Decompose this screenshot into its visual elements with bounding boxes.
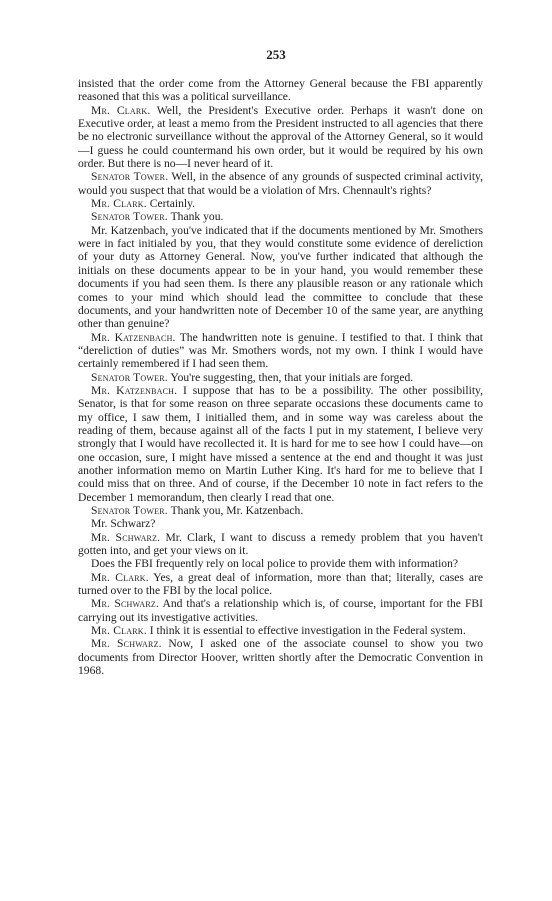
speaker-name: Mr. Clark.	[91, 103, 151, 117]
transcript-body	[78, 77, 483, 677]
speaker-name: Mr. Schwarz.	[91, 530, 161, 544]
speaker-name: Senator Tower.	[91, 210, 168, 224]
paragraph-text: Yes, a great deal of information, more than that; literally, cases are turned over to the FBI by the local police.	[78, 570, 483, 598]
paragraph-text: Mr. Clark, I want to discuss a remedy problem that you haven't gotten into, and get your views on it.	[78, 530, 484, 558]
transcript-paragraph	[78, 557, 483, 570]
transcript-paragraph	[78, 170, 483, 197]
page-number: 253	[266, 47, 286, 62]
transcript-paragraph	[78, 331, 483, 371]
paragraph-text: I suppose that has to be a possibility. The other possibility, Senator, is that for some reason on three separate occasions these documents came to my office, I saw them, I initialled them, and in some way was careless about the reading of them, because against all of the facts I put in my statement, I believe very strongly that I would have recollected it. It is hard for me to see how I could have—on one occasion, sure, I might have missed a sentence at the end and thought it was just another information memo on Martin Luther King. It's hard for me to believe that I could miss that on three. And of course, if the December 10 note in fact refers to the December 1 memorandum, then clearly I read that one.	[78, 383, 483, 504]
paragraph-text: You're suggesting, then, that your initials are forged.	[167, 370, 414, 384]
paragraph-text: insisted that the order come from the Attorney General because the FBI apparently reasoned that this was a political surveillance.	[78, 77, 483, 104]
transcript-paragraph	[78, 371, 483, 384]
transcript-paragraph	[78, 210, 483, 223]
speaker-name: Mr. Schwarz.	[91, 597, 160, 611]
transcript-paragraph	[78, 571, 483, 598]
speaker-name: Mr. Clark.	[91, 570, 149, 584]
speaker-name: Senator Tower.	[91, 170, 169, 184]
transcript-paragraph	[78, 597, 483, 624]
transcript-paragraph	[78, 77, 483, 104]
speaker-name: Mr. Clark.	[91, 197, 147, 211]
paragraph-text: Mr. Katzenbach, you've indicated that if the documents mentioned by Mr. Smothers were in fact initialed by you, that they would constitute some evidence of dereliction of your duty as Attorney General. Now, you've further indicated that although the initials on these documents appear to be in your hand, you would remember these documents if you had seen them. Is there any plausible reason or any rationale which comes to your mind which should lead the committee to conclude that these documents, and your handwritten note of December 10 of the same year, are anything other than genuine?	[78, 223, 483, 331]
paragraph-text: Well, the President's Executive order. Perhaps it wasn't done on Executive order, at least a memo from the President instructed to all agencies that there be no electronic surveillance without the approval of the Attorney General, so it would—I guess he could countermand his own order, but it would be required by his own order. But there is no—I never heard of it.	[78, 103, 483, 171]
speaker-name: Mr. Katzenbach.	[91, 383, 178, 397]
transcript-paragraph	[78, 197, 483, 210]
paragraph-text: I think it is essential to effective investigation in the Federal system.	[146, 624, 466, 638]
transcript-paragraph	[78, 104, 483, 171]
transcript-paragraph	[78, 517, 483, 530]
paragraph-text: Thank you.	[167, 210, 224, 224]
paragraph-text: And that's a relationship which is, of course, important for the FBI carrying out its investigative activities.	[78, 597, 483, 624]
paragraph-text: Mr. Schwarz?	[91, 517, 156, 531]
paragraph-text: Well, in the absence of any grounds of suspected criminal activity, would you suspect that that would be a violation of Mrs. Chennault's rights?	[78, 170, 483, 197]
speaker-name: Senator Tower.	[91, 370, 168, 384]
paragraph-text: Does the FBI frequently rely on local police to provide them with information?	[91, 557, 459, 571]
speaker-name: Mr. Schwarz.	[91, 637, 162, 651]
speaker-name: Senator Tower.	[91, 504, 168, 517]
transcript-paragraph	[78, 384, 483, 504]
paragraph-text: Thank you, Mr. Katzenbach.	[167, 504, 304, 517]
transcript-paragraph	[78, 637, 483, 677]
speaker-name: Mr. Clark.	[91, 624, 147, 638]
transcript-paragraph	[78, 531, 483, 558]
paragraph-text: Now, I asked one of the associate counsel to show you two documents from Director Hoover, written shortly after the Democratic Convention in 1968.	[78, 637, 483, 678]
speaker-name: Mr. Katzenbach.	[91, 330, 176, 344]
paragraph-text: Certainly.	[146, 197, 196, 211]
transcript-paragraph	[78, 504, 483, 517]
transcript-paragraph	[78, 624, 483, 637]
paragraph-text: The handwritten note is genuine. I testified to that. I think that “dereliction of duties” was Mr. Smothers words, not my own. I think I would have certainly remembered if I had seen them.	[78, 330, 483, 371]
transcript-paragraph	[78, 224, 483, 331]
